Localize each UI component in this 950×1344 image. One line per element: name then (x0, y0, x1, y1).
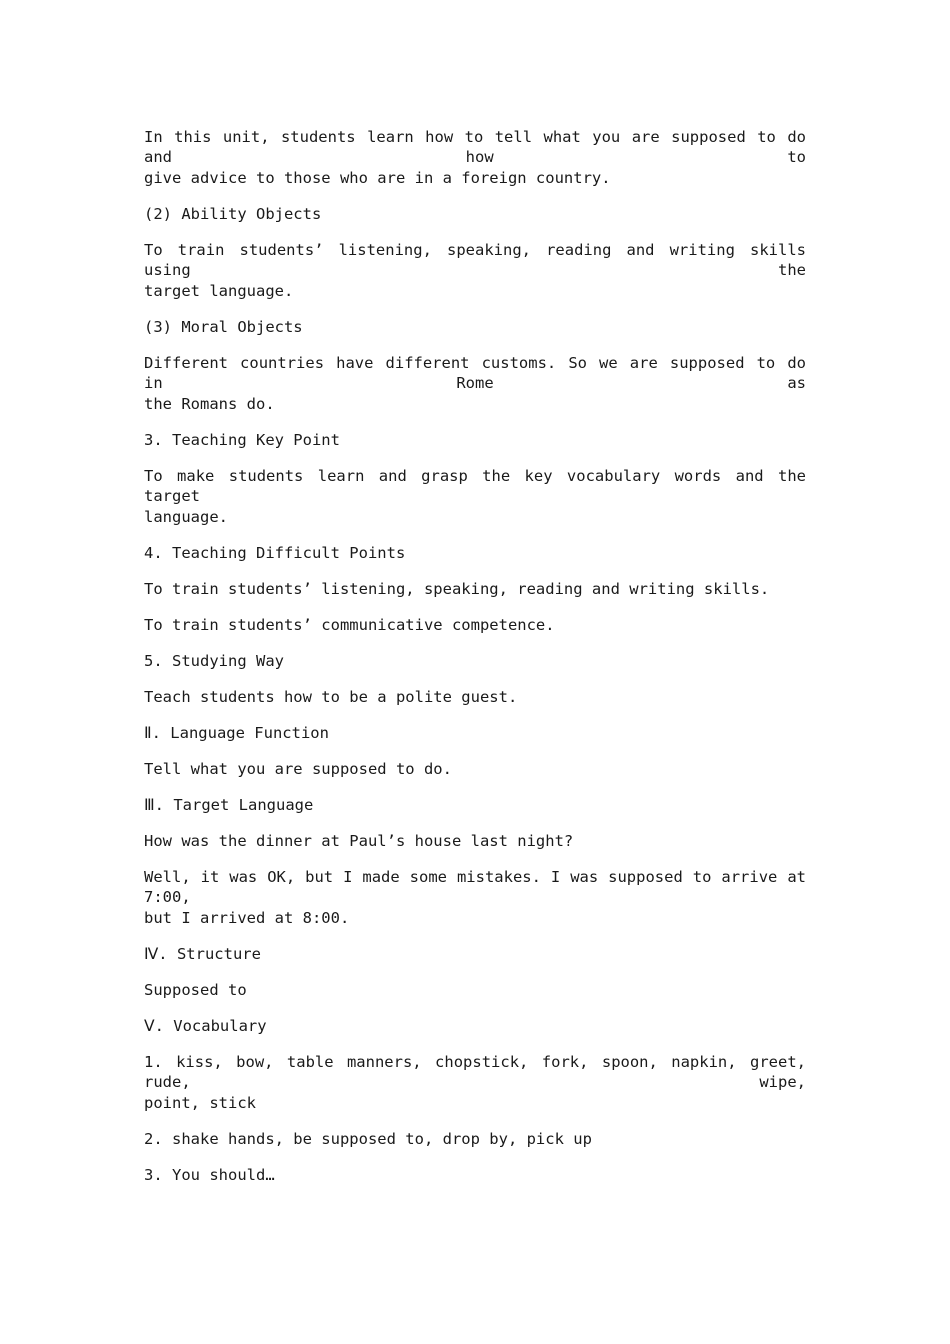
paragraph-target-answer-line-1: Well, it was OK, but I made some mistakes. I was supposed to arrive at 7:00, (144, 868, 806, 906)
vocabulary-item-1-line-1: 1. kiss, bow, table manners, chopstick, fork, spoon, napkin, greet, rude, wipe, (144, 1053, 806, 1091)
heading-vocabulary: Ⅴ. Vocabulary (144, 1017, 267, 1035)
paragraph-difficult-line-2: To train students’ communicative competence. (144, 616, 555, 634)
heading-structure: Ⅳ. Structure (144, 945, 261, 963)
paragraph-ability-line-1: To train students’ listening, speaking, reading and writing skills using the (144, 241, 806, 279)
heading-key-point: 3. Teaching Key Point (144, 431, 340, 449)
heading-studying-way: 5. Studying Way (144, 652, 284, 670)
paragraph-target-answer-line-2: but I arrived at 8:00. (144, 909, 350, 927)
paragraph-target-question: How was the dinner at Paul’s house last night? (144, 832, 574, 850)
paragraph-intro-line-2: give advice to those who are in a foreign country. (144, 169, 611, 187)
vocabulary-item-1-line-2: point, stick (144, 1094, 256, 1112)
heading-moral-objects: (3) Moral Objects (144, 318, 303, 336)
vocabulary-item-3: 3. You should… (144, 1166, 275, 1184)
heading-ability-objects: (2) Ability Objects (144, 205, 322, 223)
paragraph-ability-line-2: target language. (144, 282, 294, 300)
heading-language-function: Ⅱ. Language Function (144, 724, 329, 742)
heading-target-language: Ⅲ. Target Language (144, 796, 314, 814)
paragraph-difficult-line-1: To train students’ listening, speaking, reading and writing skills. (144, 580, 770, 598)
paragraph-language-function: Tell what you are supposed to do. (144, 760, 452, 778)
paragraph-structure: Supposed to (144, 981, 247, 999)
paragraph-moral-line-1: Different countries have different customs. So we are supposed to do in Rome as (144, 354, 806, 392)
paragraph-studying-way: Teach students how to be a polite guest. (144, 688, 518, 706)
vocabulary-item-2: 2. shake hands, be supposed to, drop by, pick up (144, 1130, 592, 1148)
paragraph-intro-line-1: In this unit, students learn how to tell what you are supposed to do and how to (144, 128, 806, 166)
paragraph-key-point-line-1: To make students learn and grasp the key vocabulary words and the target (144, 467, 806, 505)
paragraph-moral-line-2: the Romans do. (144, 395, 275, 413)
heading-difficult-points: 4. Teaching Difficult Points (144, 544, 406, 562)
paragraph-key-point-line-2: language. (144, 508, 228, 526)
